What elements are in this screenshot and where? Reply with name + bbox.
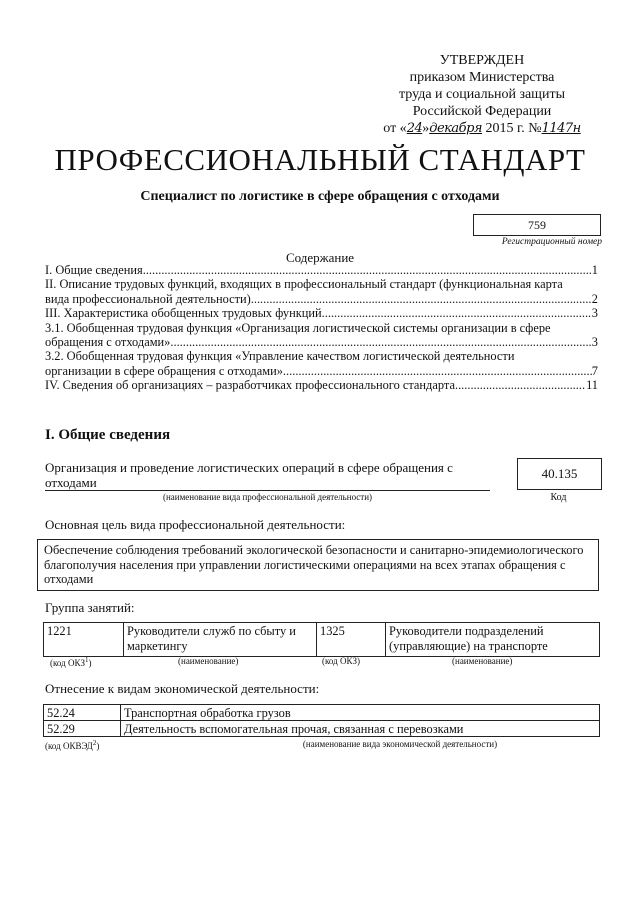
goal-text-box: Обеспечение соблюдения требований экологической безопасности и санитарно-эпидемиологического благополучия населения при управлении логистическими операциями на всех этапах обращения с отходами [37,539,599,591]
activity-underline [45,490,490,491]
okved-code-cell: 52.24 [44,705,121,721]
toc-page-number: 7 [591,363,598,378]
activity-caption: (наименование вида профессиональной деятельности) [162,492,373,502]
table-row [44,623,600,657]
document-title: ПРОФЕССИОНАЛЬНЫЙ СТАНДАРТ [54,142,586,177]
approval-title: УТВЕРЖДЕН [439,53,525,68]
toc-item[interactable]: III. Характеристика обобщенных трудовых функций ..... 3 [45,306,598,320]
okz-name-caption: (наименование) [178,656,239,666]
okved-name-caption: (наименование вида экономической деятельности) [302,739,498,749]
goal-label: Основная цель вида профессиональной деятельности: [45,517,346,532]
registration-number-box: 759 [473,214,601,236]
date-mid: » [422,121,430,136]
okz-name-caption-2: (наименование) [452,656,513,666]
table-row [44,705,600,721]
toc-item-first-line[interactable]: 3.2. Обобщенная трудовая функция «Управление качеством логистической деятельности [45,349,515,364]
toc-page-number: 11 [586,378,598,393]
approval-line-3: труда и социальной защиты [399,87,565,102]
toc-page-number: 1 [591,263,598,277]
occupation-group-label: Группа занятий: [45,600,135,615]
toc-item[interactable]: I. Общие сведения ..... 1 [45,263,598,277]
date-prefix: от « [383,121,407,136]
toc-page-number: 3 [591,335,598,350]
activity-code-caption: Код [550,492,567,503]
toc-item[interactable]: IV. Сведения об организациях – разработчиках профессионального стандарта ..... 11 [45,378,598,392]
contents-heading: Содержание [285,250,355,265]
activity-name: Организация и проведение логистических операций в сфере обращения с отходами [45,460,453,490]
document-subtitle: Специалист по логистике в сфере обращения с отходами [140,189,500,204]
toc-item[interactable]: вида профессиональной деятельности) ..... 2 [45,292,598,306]
toc-item[interactable]: обращения с отходами» ..... 3 [45,335,598,349]
table-row [44,721,600,737]
okz-code-cell: 1325 [317,623,386,657]
okved-table [43,704,600,737]
okved-code-caption: (код ОКВЭД$^2$) [45,739,100,751]
okz-name-cell: Руководители служб по сбыту и маркетингу [124,623,317,657]
approval-block [382,52,582,137]
date-day: 24 [406,121,423,136]
okved-name-cell: Транспортная обработка грузов [121,705,600,721]
okved-name-cell: Деятельность вспомогательная прочая, связанная с перевозками [121,721,600,737]
registration-number-label: Регистрационный номер [501,237,602,247]
date-year: 2015 г. № [485,121,542,136]
approval-line-2: приказом Министерства [409,70,555,85]
occupation-table [43,622,600,657]
toc-page-number: 2 [591,291,598,306]
okz-name-cell: Руководители подразделений (управляющие) на транспорте [386,623,600,657]
toc-page-number: 3 [591,306,598,321]
toc-item[interactable]: организации в сфере обращения с отходами» ..... 7 [45,364,598,378]
table-of-contents [45,263,598,393]
approval-line-4: Российской Федерации [412,104,552,119]
date-month: декабря [429,121,483,136]
activity-code-box: 40.135 [517,458,602,490]
order-date-line [382,120,582,137]
toc-item-first-line[interactable]: II. Описание трудовых функций, входящих в профессиональный стандарт (функциональная карта [45,277,563,292]
okz-code-caption: (код ОКЗ$^1$) [50,656,92,668]
okz-code-cell: 1221 [44,623,124,657]
order-number: 1147н [541,121,581,136]
section-heading: I. Общие сведения [45,427,171,443]
okved-code-cell: 52.29 [44,721,121,737]
okz-code-caption-2: (код ОКЗ) [322,656,360,666]
okved-label: Отнесение к видам экономической деятельности: [45,681,320,696]
toc-item-first-line[interactable]: 3.1. Обобщенная трудовая функция «Организация логистической системы организации в сфере [45,320,551,335]
